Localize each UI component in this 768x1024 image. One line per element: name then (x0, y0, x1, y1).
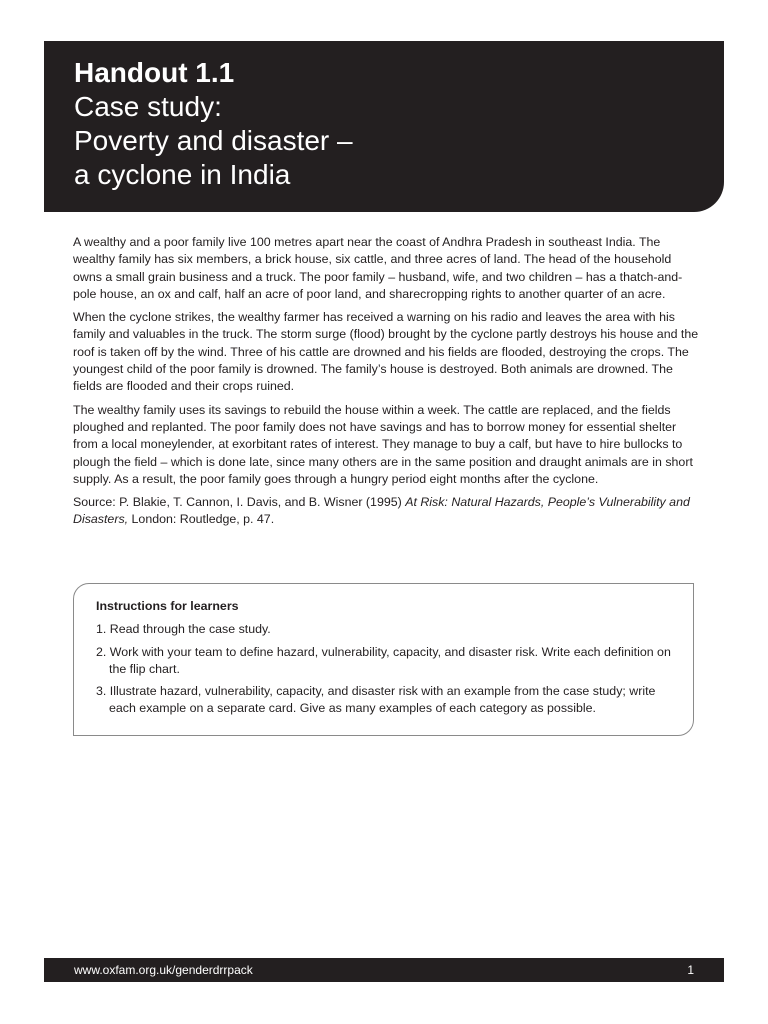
handout-title: Handout 1.1 (74, 57, 235, 88)
source-suffix: London: Routledge, p. 47. (128, 512, 275, 527)
footer-url[interactable]: www.oxfam.org.uk/genderdrrpack (74, 963, 253, 977)
paragraph-recovery: The wealthy family uses its savings to rebuild the house within a week. The cattle are replaced, and the fields ploughed and replanted. The poor family does not have savings and has to borrow money for essential shelter from a local moneylender, at exorbitant rates of interest. They manage to buy a calf, but have to hire bullocks to plough the field – which is done late, since many others are in the same position and draught animals are in short supply. As a result, the poor family goes through a hungry period eight months after the cyclone. (73, 402, 693, 486)
page-footer (44, 958, 724, 982)
page-number: 1 (687, 963, 694, 977)
handout-header (44, 41, 724, 212)
instructions-list (96, 621, 675, 717)
subtitle-line-3: a cyclone in India (74, 159, 291, 190)
instruction-item-1: 1. Read through the case study. (96, 622, 271, 637)
paragraph-cyclone: When the cyclone strikes, the wealthy farmer has received a warning on his radio and leaves the area with his family and valuables in the truck. The storm surge (flood) brought by the cyclone partly destroys his house and the roof is taken off by the wind. Three of his cattle are drowned and his fields are flooded, destroying the crops. The youngest child of the poor family is drowned. The family’s house is destroyed. Both animals are drowned. The fields are flooded and their crops ruined. (73, 310, 699, 394)
subtitle-line-2: Poverty and disaster – (74, 125, 353, 156)
source-citation (73, 494, 703, 529)
paragraph-families: A wealthy and a poor family live 100 metres apart near the coast of Andhra Pradesh in southeast India. The wealthy family has six members, a brick house, six cattle, and three acres of land. The head of the household owns a small grain business and a truck. The poor family – husband, wife, and two children – has a thatch-and-pole house, an ox and calf, half an acre of poor land, and sharecropping rights to another quarter of an acre. (73, 235, 683, 301)
instruction-item-2: 2. Work with your team to define hazard, vulnerability, capacity, and disaster risk. Write each definition on the flip chart. (96, 644, 671, 676)
instructions-title: Instructions for learners (96, 599, 239, 613)
source-prefix: Source: P. Blakie, T. Cannon, I. Davis, and B. Wisner (1995) (73, 495, 406, 510)
subtitle-line-1: Case study: (74, 91, 222, 122)
instruction-item-3: 3. Illustrate hazard, vulnerability, capacity, and disaster risk with an example from the case study; write each example on a separate card. Give as many examples of each category as possible. (96, 684, 656, 716)
case-study-text (73, 234, 703, 535)
instructions-box (73, 583, 694, 736)
source-book-title: At Risk: Natural Hazards, People’s Vulnerability and Disasters, (73, 495, 690, 527)
